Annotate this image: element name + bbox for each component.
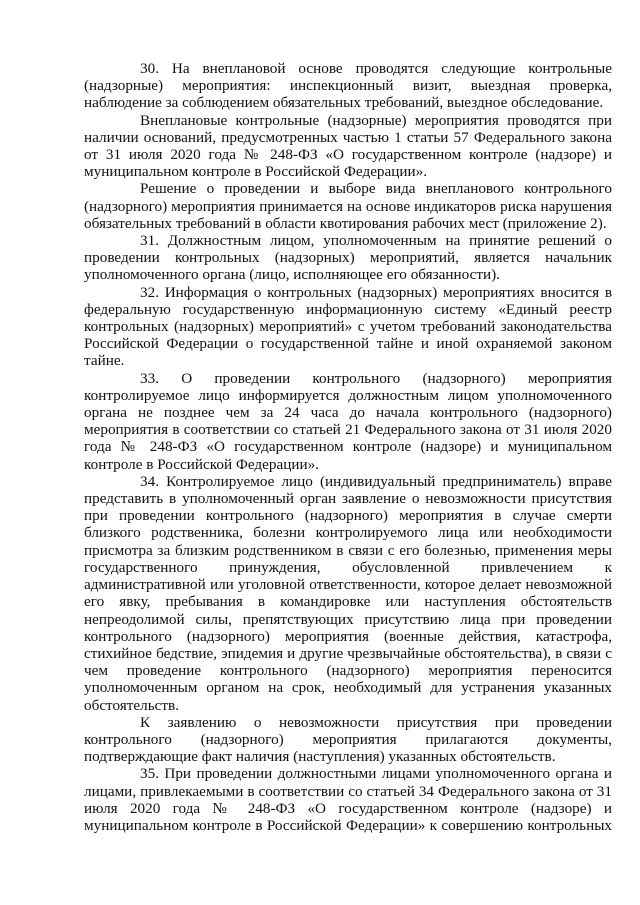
- paragraph-35: 35. При проведении должностными лицами уполномоченного органа и лицами, привлекаемыми в соответствии со статьей 34 Федерального закона от 31 июля 2020 года № 248-ФЗ «О государственном контроле (надзоре) и муниципальном контроле в Российской Федерации» к совершению контрольных: [84, 765, 612, 834]
- paragraph-31: 31. Должностным лицом, уполномоченным на принятие решений о проведении контрольных (надзорных) мероприятий, является начальник уполномоченного органа (лицо, исполняющее его обязанности).: [84, 232, 612, 284]
- paragraph-30: 30. На внеплановой основе проводятся следующие контрольные (надзорные) мероприятия: инспекционный визит, выездная проверка, наблюдение за соблюдением обязательных требований, выездное обследование.: [84, 60, 612, 112]
- paragraph-30-unscheduled-grounds: Внеплановые контрольные (надзорные) мероприятия проводятся при наличии оснований, предусмотренных частью 1 статьи 57 Федерального закона от 31 июля 2020 года № 248-ФЗ «О государственном контроле (надзоре) и муниципальном контроле в Российской Федерации».: [84, 111, 612, 181]
- document-body: [84, 60, 612, 834]
- paragraph-34-attachments: К заявлению о невозможности присутствия при проведении контрольного (надзорного) мероприятия прилагаются документы, подтверждающие факт наличия (наступления) указанных обстоятельств.: [84, 713, 612, 766]
- paragraph-32: 32. Информация о контрольных (надзорных) мероприятиях вносится в федеральную государственную информационную систему «Единый реестр контрольных (надзорных) мероприятий» с учетом требований законодательства Российской Федерации о государственной тайне и иной охраняемой законом тайне.: [84, 283, 612, 370]
- paragraph-34: 34. Контролируемое лицо (индивидуальный предприниматель) вправе представить в уполномоченный орган заявление о невозможности присутствия при проведении контрольного (надзорного) мероприятия в случае смерти близкого родственника, болезни контролируемого лица или необходимости присмотра за близким родственником в связи с его болезнью, применения меры государственного принуждения, обусловленной привлечением к административной или уголовной ответственности, которое делает невозможной его явку, пребывания в командировке или наступления обстоятельств непреодолимой силы, препятствующих присутствию лица при проведении контрольного (надзорного) мероприятия (военные действия, катастрофа, стихийное бедствие, эпидемия и другие чрезвычайные обстоятельства), в связи с чем проведение контрольного (надзорного) мероприятия переносится уполномоченным органом на срок, необходимый для устранения указанных обстоятельств.: [84, 472, 612, 714]
- paragraph-33: 33. О проведении контрольного (надзорного) мероприятия контролируемое лицо информируется должностным лицом уполномоченного органа не позднее чем за 24 часа до начала контрольного (надзорного) мероприятия в соответствии со статьей 21 Федерального закона от 31 июля 2020 года № 248-ФЗ «О государственном контроле (надзоре) и муниципальном контроле в Российской Федерации».: [84, 369, 612, 473]
- paragraph-30-decision: Решение о проведении и выборе вида внепланового контрольного (надзорного) мероприятия принимается на основе индикаторов риска нарушения обязательных требований в области квотирования рабочих мест (приложение 2).: [84, 180, 612, 232]
